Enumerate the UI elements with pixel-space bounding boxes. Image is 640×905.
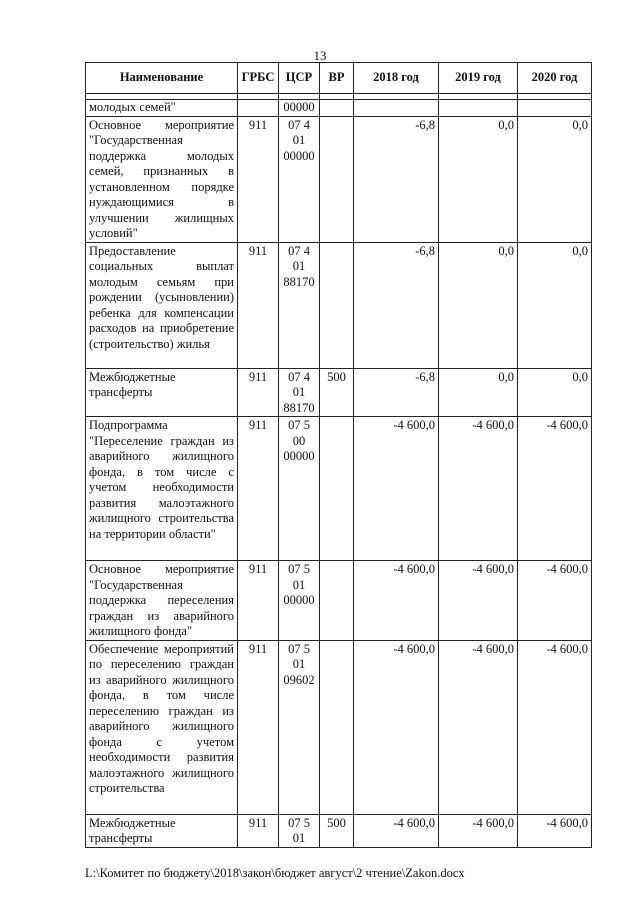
row-2018: -4 600,0 (354, 814, 439, 847)
row-2018: -4 600,0 (354, 561, 439, 641)
row-2018 (354, 100, 439, 117)
row-2020: 0,0 (518, 242, 592, 368)
row-grbs: 911 (238, 242, 279, 368)
row-2019: -4 600,0 (439, 417, 518, 561)
row-grbs (238, 100, 279, 117)
row-2018: -4 600,0 (354, 417, 439, 561)
row-name: Обеспечение мероприятий по переселению граждан из аварийного жилищного фонда, в том числе переселению граждан из аварийного жилищного фонда с учетом необходимости развития малоэтажного жилищного строительства (86, 640, 238, 814)
row-grbs: 911 (238, 640, 279, 814)
row-2020: 0,0 (518, 368, 592, 417)
row-grbs: 911 (238, 368, 279, 417)
row-2019: -4 600,0 (439, 561, 518, 641)
row-2019: 0,0 (439, 116, 518, 242)
row-name: Межбюджетные трансферты (86, 368, 238, 417)
row-name: Основное мероприятие "Государственная поддержка молодых семей, признанных в установленном порядке нуждающимися в улучшении жилищных условий" (86, 116, 238, 242)
table-row (86, 561, 592, 641)
row-2020: -4 600,0 (518, 561, 592, 641)
row-csr: 07 5 01 09602 (279, 640, 320, 814)
row-vr (320, 116, 354, 242)
header-name: Наименование (86, 63, 238, 94)
table-row (86, 640, 592, 814)
row-grbs: 911 (238, 561, 279, 641)
row-vr (320, 417, 354, 561)
row-vr (320, 242, 354, 368)
row-csr: 07 4 01 00000 (279, 116, 320, 242)
table-row (86, 242, 592, 368)
row-name: Основное мероприятие "Государственная поддержка переселения граждан из аварийного жилищного фонда" (86, 561, 238, 641)
row-grbs: 911 (238, 814, 279, 847)
row-vr (320, 640, 354, 814)
row-2018: -6,8 (354, 116, 439, 242)
row-2020 (518, 100, 592, 117)
row-vr (320, 100, 354, 117)
table-row (86, 417, 592, 561)
row-2019: 0,0 (439, 242, 518, 368)
row-grbs: 911 (238, 417, 279, 561)
row-grbs: 911 (238, 116, 279, 242)
row-vr (320, 561, 354, 641)
row-2019: 0,0 (439, 368, 518, 417)
row-csr: 07 4 01 88170 (279, 368, 320, 417)
row-name: молодых семей" (86, 100, 238, 117)
row-csr: 07 5 01 00000 (279, 561, 320, 641)
row-vr: 500 (320, 814, 354, 847)
header-2020: 2020 год (518, 63, 592, 94)
row-name: Предоставление социальных выплат молодым семьям при рождении (усыновлении) ребенка для компенсации расходов на приобретение (строительство) жилья (86, 242, 238, 368)
row-2019: -4 600,0 (439, 640, 518, 814)
row-csr: 00000 (279, 100, 320, 117)
row-name: Подпрограмма "Переселение граждан из аварийного жилищного фонда, в том числе с учетом необходимости развития малоэтажного жилищного строительства на территории области" (86, 417, 238, 561)
header-2018: 2018 год (354, 63, 439, 94)
row-2020: 0,0 (518, 116, 592, 242)
row-2019: -4 600,0 (439, 814, 518, 847)
table-header-row (86, 63, 592, 94)
header-vr: ВР (320, 63, 354, 94)
footer-file-path: L:\Комитет по бюджету\2018\закон\бюджет август\2 чтение\Zakon.docx (85, 866, 465, 880)
header-grbs: ГРБС (238, 63, 279, 94)
row-2018: -6,8 (354, 242, 439, 368)
row-2019 (439, 100, 518, 117)
row-csr: 07 5 00 00000 (279, 417, 320, 561)
row-2018: -4 600,0 (354, 640, 439, 814)
row-csr: 07 4 01 88170 (279, 242, 320, 368)
table-row (86, 814, 592, 847)
page-number: 13 (313, 48, 327, 63)
row-2018: -6,8 (354, 368, 439, 417)
header-csr: ЦСР (279, 63, 320, 94)
row-2020: -4 600,0 (518, 640, 592, 814)
table-row (86, 100, 592, 117)
table-row (86, 116, 592, 242)
budget-table (85, 62, 592, 848)
row-name: Межбюджетные трансферты (86, 814, 238, 847)
row-2020: -4 600,0 (518, 417, 592, 561)
row-csr: 07 5 01 (279, 814, 320, 847)
header-2019: 2019 год (439, 63, 518, 94)
row-2020: -4 600,0 (518, 814, 592, 847)
table-row (86, 368, 592, 417)
row-vr: 500 (320, 368, 354, 417)
